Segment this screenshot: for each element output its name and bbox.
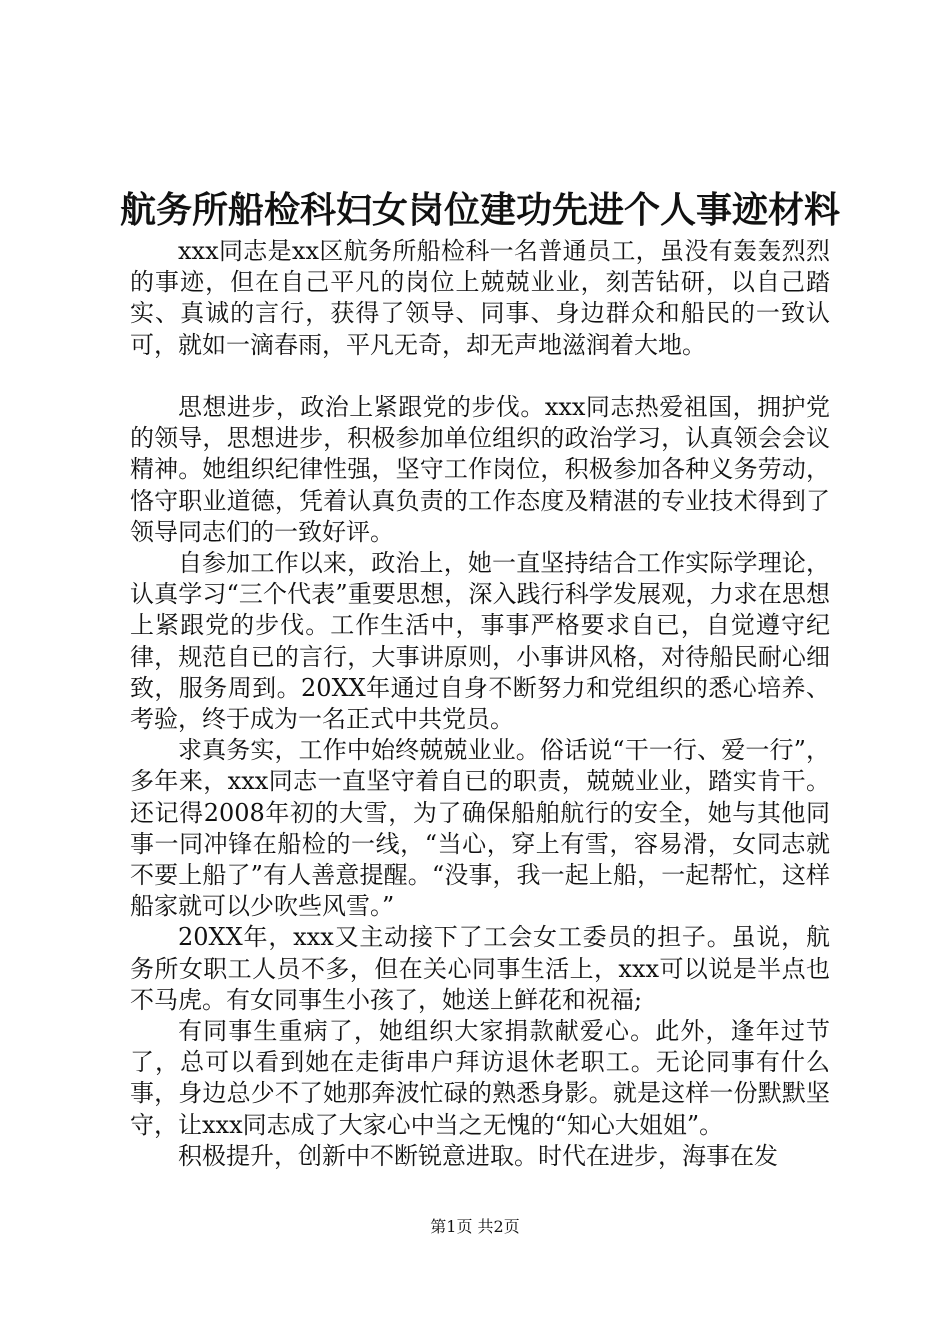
document-body [130,236,830,1172]
paragraph-union-role: 20XX年，xxx又主动接下了工会女工委员的担子。虽说，航务所女职工人员不多，但在关心同事生活上，xxx可以说是半点也不马虎。有女同事生小孩了，她送上鲜花和祝福; [130,923,830,1014]
paragraph-diligent-work: 求真务实，工作中始终兢兢业业。俗话说“干一行、爱一行”，多年来，xxx同志一直坚守着自已的职责，兢兢业业，踏实肯干。还记得2008年初的大雪，为了确保船舶航行的安全，她与其他同事一同冲锋在船检的一线，“当心，穿上有雪，容易滑，女同志就不要上船了”有人善意提醒。“没事，我一起上船，一起帮忙，这样船家就可以少吹些风雪。” [130,736,830,921]
paragraph-intro: xxx同志是xx区航务所船检科一名普通员工，虽没有轰轰烈烈的事迹，但在自己平凡的岗位上兢兢业业，刻苦钻研，以自己踏实、真诚的言行，获得了领导、同事、身边群众和船民的一致认可，就如一滴春雨，平凡无奇，却无声地滋润着大地。 [130,237,830,359]
page-number-footer: 第1页 共2页 [430,1217,520,1236]
paragraph-caring-colleagues: 有同事生重病了，她组织大家捐款献爱心。此外，逢年过节了，总可以看到她在走街串户拜访退休老职工。无论同事有什么事，身边总少不了她那奔波忙碌的熟悉身影。就是这样一份默默坚守，让xxx同志成了大家心中当之无愧的“知心大姐姐”。 [130,1017,830,1139]
document-title: 航务所船检科妇女岗位建功先进个人事迹材料 [119,189,840,231]
paragraph-political-progress: 思想进步，政治上紧跟党的步伐。xxx同志热爱祖国，拥护党的领导，思想进步，积极参加单位组织的政治学习，认真领会会议精神。她组织纪律性强，坚守工作岗位，积极参加各种义务劳动，恪守职业道德，凭着认真负责的工作态度及精湛的专业技术得到了领导同志们的一致好评。 [130,393,830,546]
paragraph-innovation: 积极提升，创新中不断锐意进取。时代在进步，海事在发 [178,1141,778,1170]
paragraph-theory-study: 自参加工作以来，政治上，她一直坚持结合工作实际学理论，认真学习“三个代表”重要思想，深入践行科学发展观，力求在思想上紧跟党的步伐。工作生活中，事事严格要求自已，自觉遵守纪律，规范自已的言行，大事讲原则，小事讲风格，对待船民耐心细致，服务周到。20XX年通过自身不断努力和党组织的悉心培养、考验，终于成为一名正式中共党员。 [130,549,830,734]
